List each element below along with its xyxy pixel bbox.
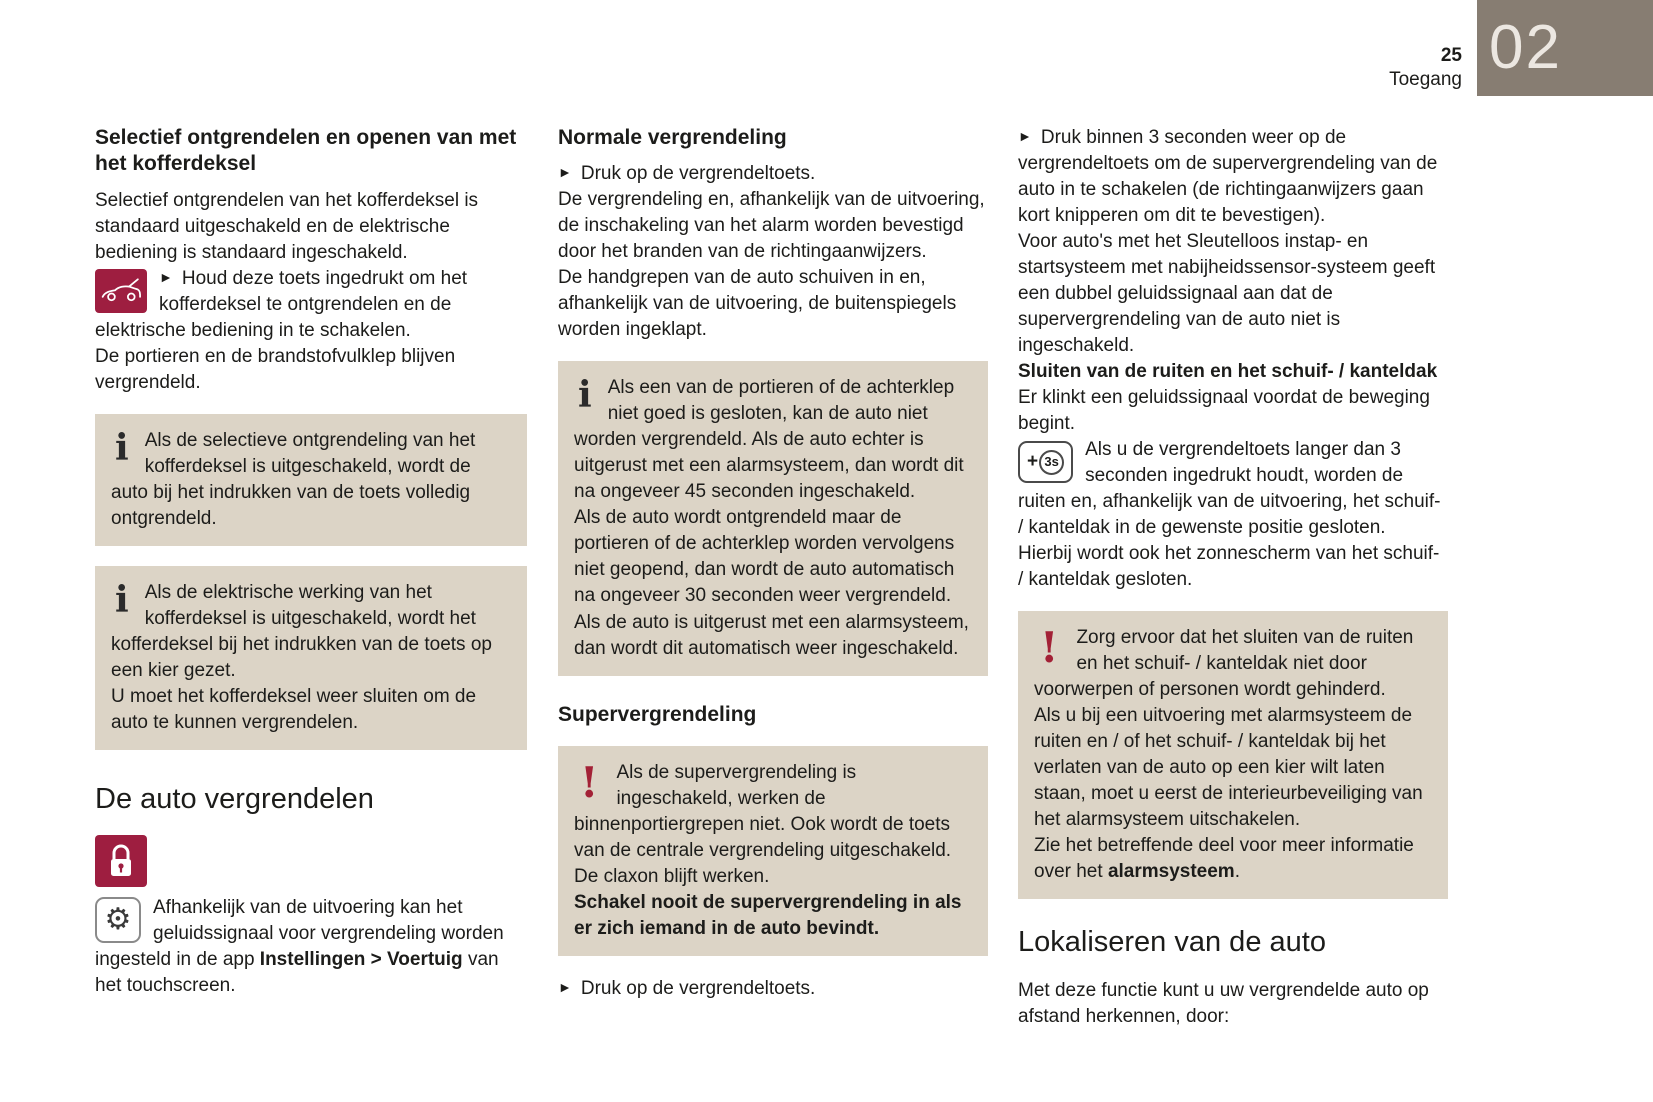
warning-text-bold: Schakel nooit de supervergrendeling in als er zich iemand in de auto bevindt.: [574, 891, 962, 939]
info-icon: i: [115, 426, 129, 469]
warning-box-windows: [1018, 611, 1448, 899]
trunk-bullet-block: [95, 266, 527, 344]
warning-box-deadlocking: [558, 746, 988, 956]
alarm-system-bold: alarmsysteem: [1107, 861, 1235, 883]
bullet-text: Druk op de vergrendeltoets.: [580, 977, 816, 999]
column-1: [95, 125, 527, 999]
arrow-bullet-icon: ►: [558, 978, 572, 995]
note-text: U moet het kofferdeksel weer sluiten om de auto te kunnen vergrendelen.: [111, 685, 477, 733]
heading-selective-unlock: Selectief ontgrendelen en openen van met het kofferdeksel: [95, 126, 517, 176]
settings-path: Instellingen > Voertuig: [259, 948, 463, 970]
settings-block: [95, 895, 527, 999]
warning-text: Zorg ervoor dat het sluiten van de ruiten en het schuif- / kanteldak niet door voorwerpen of personen wordt gehinderd.: [1034, 627, 1414, 701]
warning-icon: !: [1040, 623, 1059, 673]
info-box-doors: [558, 361, 988, 675]
heading-locate-car: Lokaliseren van de auto: [1018, 926, 1326, 959]
note-text: Als de selectieve ontgrendeling van het kofferdeksel is uitgeschakeld, wordt de auto bij het indrukken van de toets volledig ontgrendeld.: [111, 429, 476, 529]
arrow-bullet-icon: ►: [159, 268, 173, 285]
subheading-close-windows: Sluiten van de ruiten en het schuif- / kanteldak: [1018, 361, 1438, 383]
info-box-electric: [95, 566, 527, 750]
info-box-selective: [95, 414, 527, 546]
page-section-title: Toegang: [1389, 68, 1462, 90]
paragraph: Er klinkt een geluidssignaal voordat de beweging begint.: [1018, 387, 1430, 435]
press-3-seconds-icon: [1018, 441, 1073, 483]
bullet-text: Druk op de vergrendeltoets.: [580, 163, 816, 185]
central-locking-icon: [95, 835, 147, 887]
press-3s-block: [1018, 437, 1448, 541]
warning-text: Zie het betreffende deel voor meer informatie over het alarmsysteem.: [1034, 835, 1414, 883]
paragraph: Voor auto's met het Sleutelloos instap- en startsysteem met nabijheidssensor-systeem geeft een dubbel geluidssignaal aan dat de supervergrendeling van de auto niet is ingeschakeld.: [1018, 231, 1436, 357]
note-text: Als de auto wordt ontgrendeld maar de portieren of de achterklep worden vervolgens niet geopend, dan wordt de auto automatisch na ongeveer 30 seconden weer vergrendeld. Als de auto is uitgerust met een alarmsysteem, dan wordt dit automatisch weer ingeschakeld.: [574, 507, 969, 659]
settings-text: Afhankelijk van de uitvoering kan het geluidssignaal voor vergrendeling worden ingesteld in de app: [95, 896, 504, 970]
warning-icon: !: [580, 757, 599, 807]
heading-lock-car: De auto vergrendelen: [95, 782, 374, 815]
warning-text: De claxon blijft werken.: [574, 865, 770, 887]
bullet-text: Houd deze toets ingedrukt om het kofferdeksel te ontgrendelen en de elektrische bediening in te schakelen.: [95, 267, 468, 341]
bullet-line: [558, 976, 988, 1002]
column-3: [1018, 125, 1448, 1030]
column-2: [558, 125, 988, 1002]
heading-deadlocking: Supervergrendeling: [558, 702, 757, 726]
info-icon: i: [578, 374, 592, 417]
bullet-text: Druk binnen 3 seconden weer op de vergrendeltoets om de supervergrendeling van de auto in te schakelen (de richtingaanwijzers gaan kort knipperen om dit te bevestigen).: [1018, 127, 1438, 227]
bullet-line: [1018, 125, 1448, 229]
bullet-line: [558, 161, 988, 187]
arrow-bullet-icon: ►: [1018, 128, 1032, 144]
heading-normal-locking: Normale vergrendeling: [558, 126, 787, 149]
page-meta: [1389, 44, 1462, 92]
paragraph: Als u de vergrendeltoets langer dan 3 seconden ingedrukt houdt, worden de ruiten en, afhankelijk van de uitvoering, het schuif- / kanteldak in de gewenste positie gesloten.: [1018, 439, 1441, 539]
paragraph: Met deze functie kunt u uw vergrendelde auto op afstand herkennen, door:: [1018, 980, 1429, 1028]
plus-glyph: +: [1027, 451, 1039, 473]
settings-text: van het touchscreen.: [95, 948, 499, 996]
gear-icon: ⚙: [95, 897, 141, 943]
paragraph: De handgrepen van de auto schuiven in en, afhankelijk van de uitvoering, de buitenspiegels worden ingeklapt.: [558, 267, 957, 341]
chapter-tab: [1477, 0, 1653, 96]
warning-text: Als de supervergrendeling is ingeschakeld, werken de binnenportiergrepen niet. Ook wordt de toets van de centrale vergrendeling uitgeschakeld.: [574, 761, 952, 861]
page-number: 25: [1440, 45, 1462, 66]
info-icon: i: [115, 578, 129, 621]
paragraph: De vergrendeling en, afhankelijk van de uitvoering, de inschakeling van het alarm worden bevestigd door het branden van de richtingaanwijzers.: [558, 189, 985, 263]
arrow-bullet-icon: ►: [558, 164, 572, 181]
paragraph: Hierbij wordt ook het zonnescherm van het schuif- / kanteldak gesloten.: [1018, 543, 1440, 591]
trunk-release-icon: [95, 269, 147, 313]
paragraph: De portieren en de brandstofvulklep blijven vergrendeld.: [95, 345, 456, 393]
note-text: Als een van de portieren of de achterklep niet goed is gesloten, kan de auto niet worden vergrendeld. Als de auto echter is uitgerust met een alarmsysteem, dan wordt dit na ongeveer 45 seconden ingeschakeld.: [574, 377, 964, 503]
note-text: Als de elektrische werking van het kofferdeksel is uitgeschakeld, wordt het kofferdeksel bij het indrukken van de toets op een kier gezet.: [111, 581, 492, 681]
chapter-number: 02: [1489, 13, 1562, 82]
warning-text: Als u bij een uitvoering met alarmsysteem de ruiten en / of het schuif- / kanteldak bij het verlaten van de auto op een kier wilt laten staan, moet u eerst de interieurbeveiliging van het alarmsysteem uitschakelen.: [1034, 705, 1423, 831]
three-seconds-glyph: 3s: [1039, 450, 1064, 475]
paragraph: Selectief ontgrendelen van het kofferdeksel is standaard uitgeschakeld en de elektrische bediening is standaard ingeschakeld.: [95, 189, 479, 263]
